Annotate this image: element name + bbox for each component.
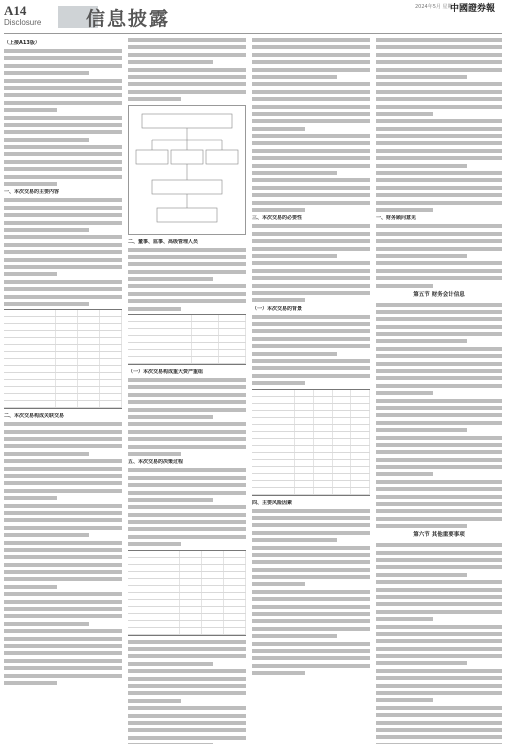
body-text (128, 378, 246, 456)
page-number: A14 (4, 3, 27, 18)
body-text (128, 38, 246, 101)
column-heading: 三、本次交易的必要性 (252, 215, 303, 222)
text-column-3 (252, 38, 370, 744)
column-heading: （上接A13版） (4, 40, 40, 46)
column-heading: 一、财务顾问意见 (376, 215, 417, 222)
body-text (376, 303, 502, 529)
body-text (376, 38, 502, 212)
body-text (252, 224, 370, 302)
body-text (4, 198, 122, 305)
column-heading: （一）本次交易构成重大资产重组 (128, 369, 204, 376)
body-text (128, 248, 246, 311)
body-text (252, 315, 370, 386)
data-table (4, 309, 122, 409)
column-heading: 二、董事、监事、高级管理人员 (128, 238, 199, 245)
section-name-english: Disclosure (4, 18, 42, 27)
ownership-structure-diagram (132, 110, 242, 230)
column-heading: 四、主要风险因素 (252, 499, 293, 506)
header-rule (4, 33, 502, 34)
section-heading: 第六节 其他重要事项 (413, 532, 465, 539)
data-table (252, 389, 370, 496)
data-table (128, 314, 246, 365)
page-header (0, 0, 506, 40)
section-heading: 第五节 财务会计信息 (413, 291, 465, 298)
section-title: 信息披露 (86, 8, 171, 30)
body-text (376, 224, 502, 287)
publication-name: 中國證券報 (450, 4, 496, 14)
column-heading: 五、本次交易的决策过程 (128, 459, 184, 466)
text-column-2 (128, 38, 246, 744)
publication-date: 2024年5月 星期二 (415, 4, 458, 10)
column-heading: 二、本次交易构成关联交易 (4, 413, 65, 420)
text-column-1 (4, 38, 122, 744)
body-text (4, 422, 122, 685)
text-column-4 (376, 38, 502, 744)
column-heading: （一）本次交易的背景 (252, 305, 303, 312)
org-chart-box (128, 105, 246, 235)
body-text (376, 543, 502, 744)
body-text (4, 49, 122, 186)
data-table (128, 550, 246, 636)
body-text (128, 468, 246, 546)
body-text (252, 509, 370, 676)
column-heading: 一、本次交易的主要内容 (4, 189, 60, 196)
body-text (252, 38, 370, 212)
body-text (128, 640, 246, 744)
